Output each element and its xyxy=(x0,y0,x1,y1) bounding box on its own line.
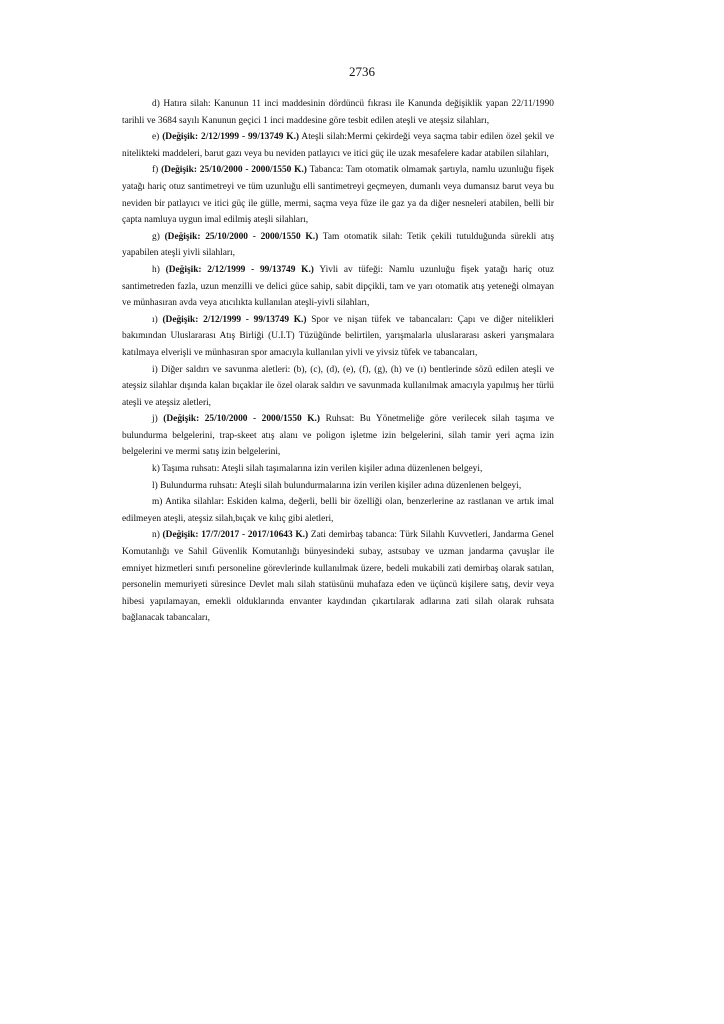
paragraph-text: Ruhsat: Bu Yönetmeliğe göre verilecek silah taşıma ve bulundurma belgelerini, trap-skeet atış alanı ve poligon işletme izin belgelerini, silah tamir yeri açma izin belgelerini ve mermi satış izin belgelerini, xyxy=(122,414,554,458)
paragraph-prefix: m) xyxy=(152,497,166,508)
paragraph-prefix: i) xyxy=(152,364,162,375)
paragraph-text: Spor ve nişan tüfek ve tabancaları: Çapı ve diğer nitelikleri bakımından Uluslararası Atış Birliği (U.I.T) Tüzüğünde belirtilen, yarışmalarla uluslararası askeri yarışmalara katılmaya elverişli ve münhasıran spor amacıyla kullanılan yivli ve yivsiz tüfek ve tabancaları, xyxy=(122,314,554,358)
page-number: 2736 xyxy=(349,64,375,79)
paragraph-text: Tabanca: Tam otomatik olmamak şartıyla, namlu uzunluğu fişek yatağı hariç otuz santimetreyi ve tüm uzunluğu elli santimetreyi geçmeyen, dumanlı veya dumansız barut veya bu neviden bir patlayıcı ve itici güç ile gülle, mermi, saçma veya füze ile gaz ya da diğer nesneleri atabilen, belli bir çapta namluya uygun imal edilmiş ateşli silahları, xyxy=(122,165,554,226)
amendment-note: (Değişik: 25/10/2000 - 2000/1550 K.) xyxy=(161,165,307,176)
paragraph-prefix: ı) xyxy=(152,314,163,325)
paragraph-m xyxy=(122,494,554,527)
paragraph-h xyxy=(122,262,554,312)
paragraph-prefix: n) xyxy=(152,530,163,541)
paragraph-e xyxy=(122,129,554,162)
paragraph-prefix: e) xyxy=(152,132,163,143)
paragraph-l xyxy=(122,478,554,495)
paragraph-i-dotless xyxy=(122,312,554,362)
paragraph-prefix: d) xyxy=(152,99,164,109)
paragraph-text: Taşıma ruhsatı: Ateşli silah taşımalarına izin verilen kişiler adına düzenlenen belgeyi, xyxy=(161,464,483,475)
paragraph-i xyxy=(122,362,554,412)
paragraph-text: Tam otomatik silah: Tetik çekili tutulduğunda sürekli atış yapabilen ateşli yivli silahları, xyxy=(122,231,554,259)
paragraph-prefix: j) xyxy=(152,414,164,425)
paragraph-prefix: l) xyxy=(152,480,161,491)
amendment-note: (Değişik: 2/12/1999 - 99/13749 K.) xyxy=(162,132,300,143)
paragraph-n xyxy=(122,527,554,627)
paragraph-text: Yivli av tüfeği: Namlu uzunluğu fişek yatağı hariç otuz santimetreden fazla, uzun menzilli ve delici güce sahip, sabit dipçikli, tam ve yarı otomatik atış yeteneği olmayan ve münhasıran avda veya atıcılıkta kullanılan ateşli-yivli silahları, xyxy=(122,264,555,309)
paragraph-text: Zati demirbaş tabanca: Türk Silahlı Kuvvetleri, Jandarma Genel Komutanlığı ve Sahil Güvenlik Komutanlığı bünyesindeki subay, astsubay ve uzman jandarma çavuşlar ile emniyet hizmetleri sınıfı personeline görevlerinde kullanılmak üzere, bedeli mukabili zati demirbaş olarak satılan, personelin memuriyeti süresince Devlet malı silah statüsünü muhafaza eden ve üçüncü kişilere satış, devir veya hibesi yapılamayan, emekli olduklarında envanter kaydından çıkartılarak adlarına zati silah olarak ruhsata bağlanacak tabancaları, xyxy=(122,530,554,624)
paragraph-prefix: k) xyxy=(152,464,162,475)
paragraph-text: Diğer saldırı ve savunma aletleri: (b), (c), (d), (e), (f), (g), (h) ve (ı) bentlerinde sözü edilen ateşli ve ateşsiz silahlar dışında kalan bıçaklar ile özel olarak saldırı ve savunmada kullanılmak amacıyla yapılmış her türlü ateşli ve ateşsiz aletleri, xyxy=(122,364,554,408)
paragraph-text: Antika silahlar: Eskiden kalma, değerli, belli bir özelliği olan, benzerlerine az rastlanan ve artık imal edilmeyen ateşli, ateşsiz silah,bıçak ve kılıç gibi aletleri, xyxy=(122,497,554,524)
amendment-note: (Değişik: 17/7/2017 - 2017/10643 K.) xyxy=(162,530,309,541)
amendment-note: (Değişik: 25/10/2000 - 2000/1550 K.) xyxy=(163,414,321,425)
paragraph-k xyxy=(122,461,554,478)
paragraph-text: Ateşli silah:Mermi çekirdeği veya saçma tabir edilen özel şekil ve nitelikteki maddeleri, barut gazı veya bu neviden patlayıcı ve itici güç ile uzak mesafelere kadar atabilen silahları, xyxy=(122,132,554,159)
paragraph-prefix: g) xyxy=(152,231,165,242)
amendment-note: (Değişik: 2/12/1999 - 99/13749 K.) xyxy=(165,264,314,275)
amendment-note: (Değişik: 25/10/2000 - 2000/1550 K.) xyxy=(164,231,319,242)
paragraph-prefix: h) xyxy=(152,264,166,275)
paragraph-f xyxy=(122,162,554,228)
paragraph-d xyxy=(122,96,554,129)
paragraph-text: Hatıra silah: Kanunun 11 inci maddesinin dördüncü fıkrası ile Kanunda değişiklik yapan 22/11/1990 tarihli ve 3684 sayılı Kanunun geçici 1 inci maddesine göre tesbit edilen ateşli ve ateşsiz silahları, xyxy=(122,99,554,126)
document-body xyxy=(122,96,554,627)
paragraph-text: Bulundurma ruhsatı: Ateşli silah bulundurmalarına izin verilen kişiler adına düzenlenen belgeyi, xyxy=(160,480,522,491)
paragraph-prefix: f) xyxy=(152,165,162,176)
paragraph-j xyxy=(122,411,554,461)
paragraph-g xyxy=(122,229,554,262)
amendment-note: (Değişik: 2/12/1999 - 99/13749 K.) xyxy=(162,314,307,325)
